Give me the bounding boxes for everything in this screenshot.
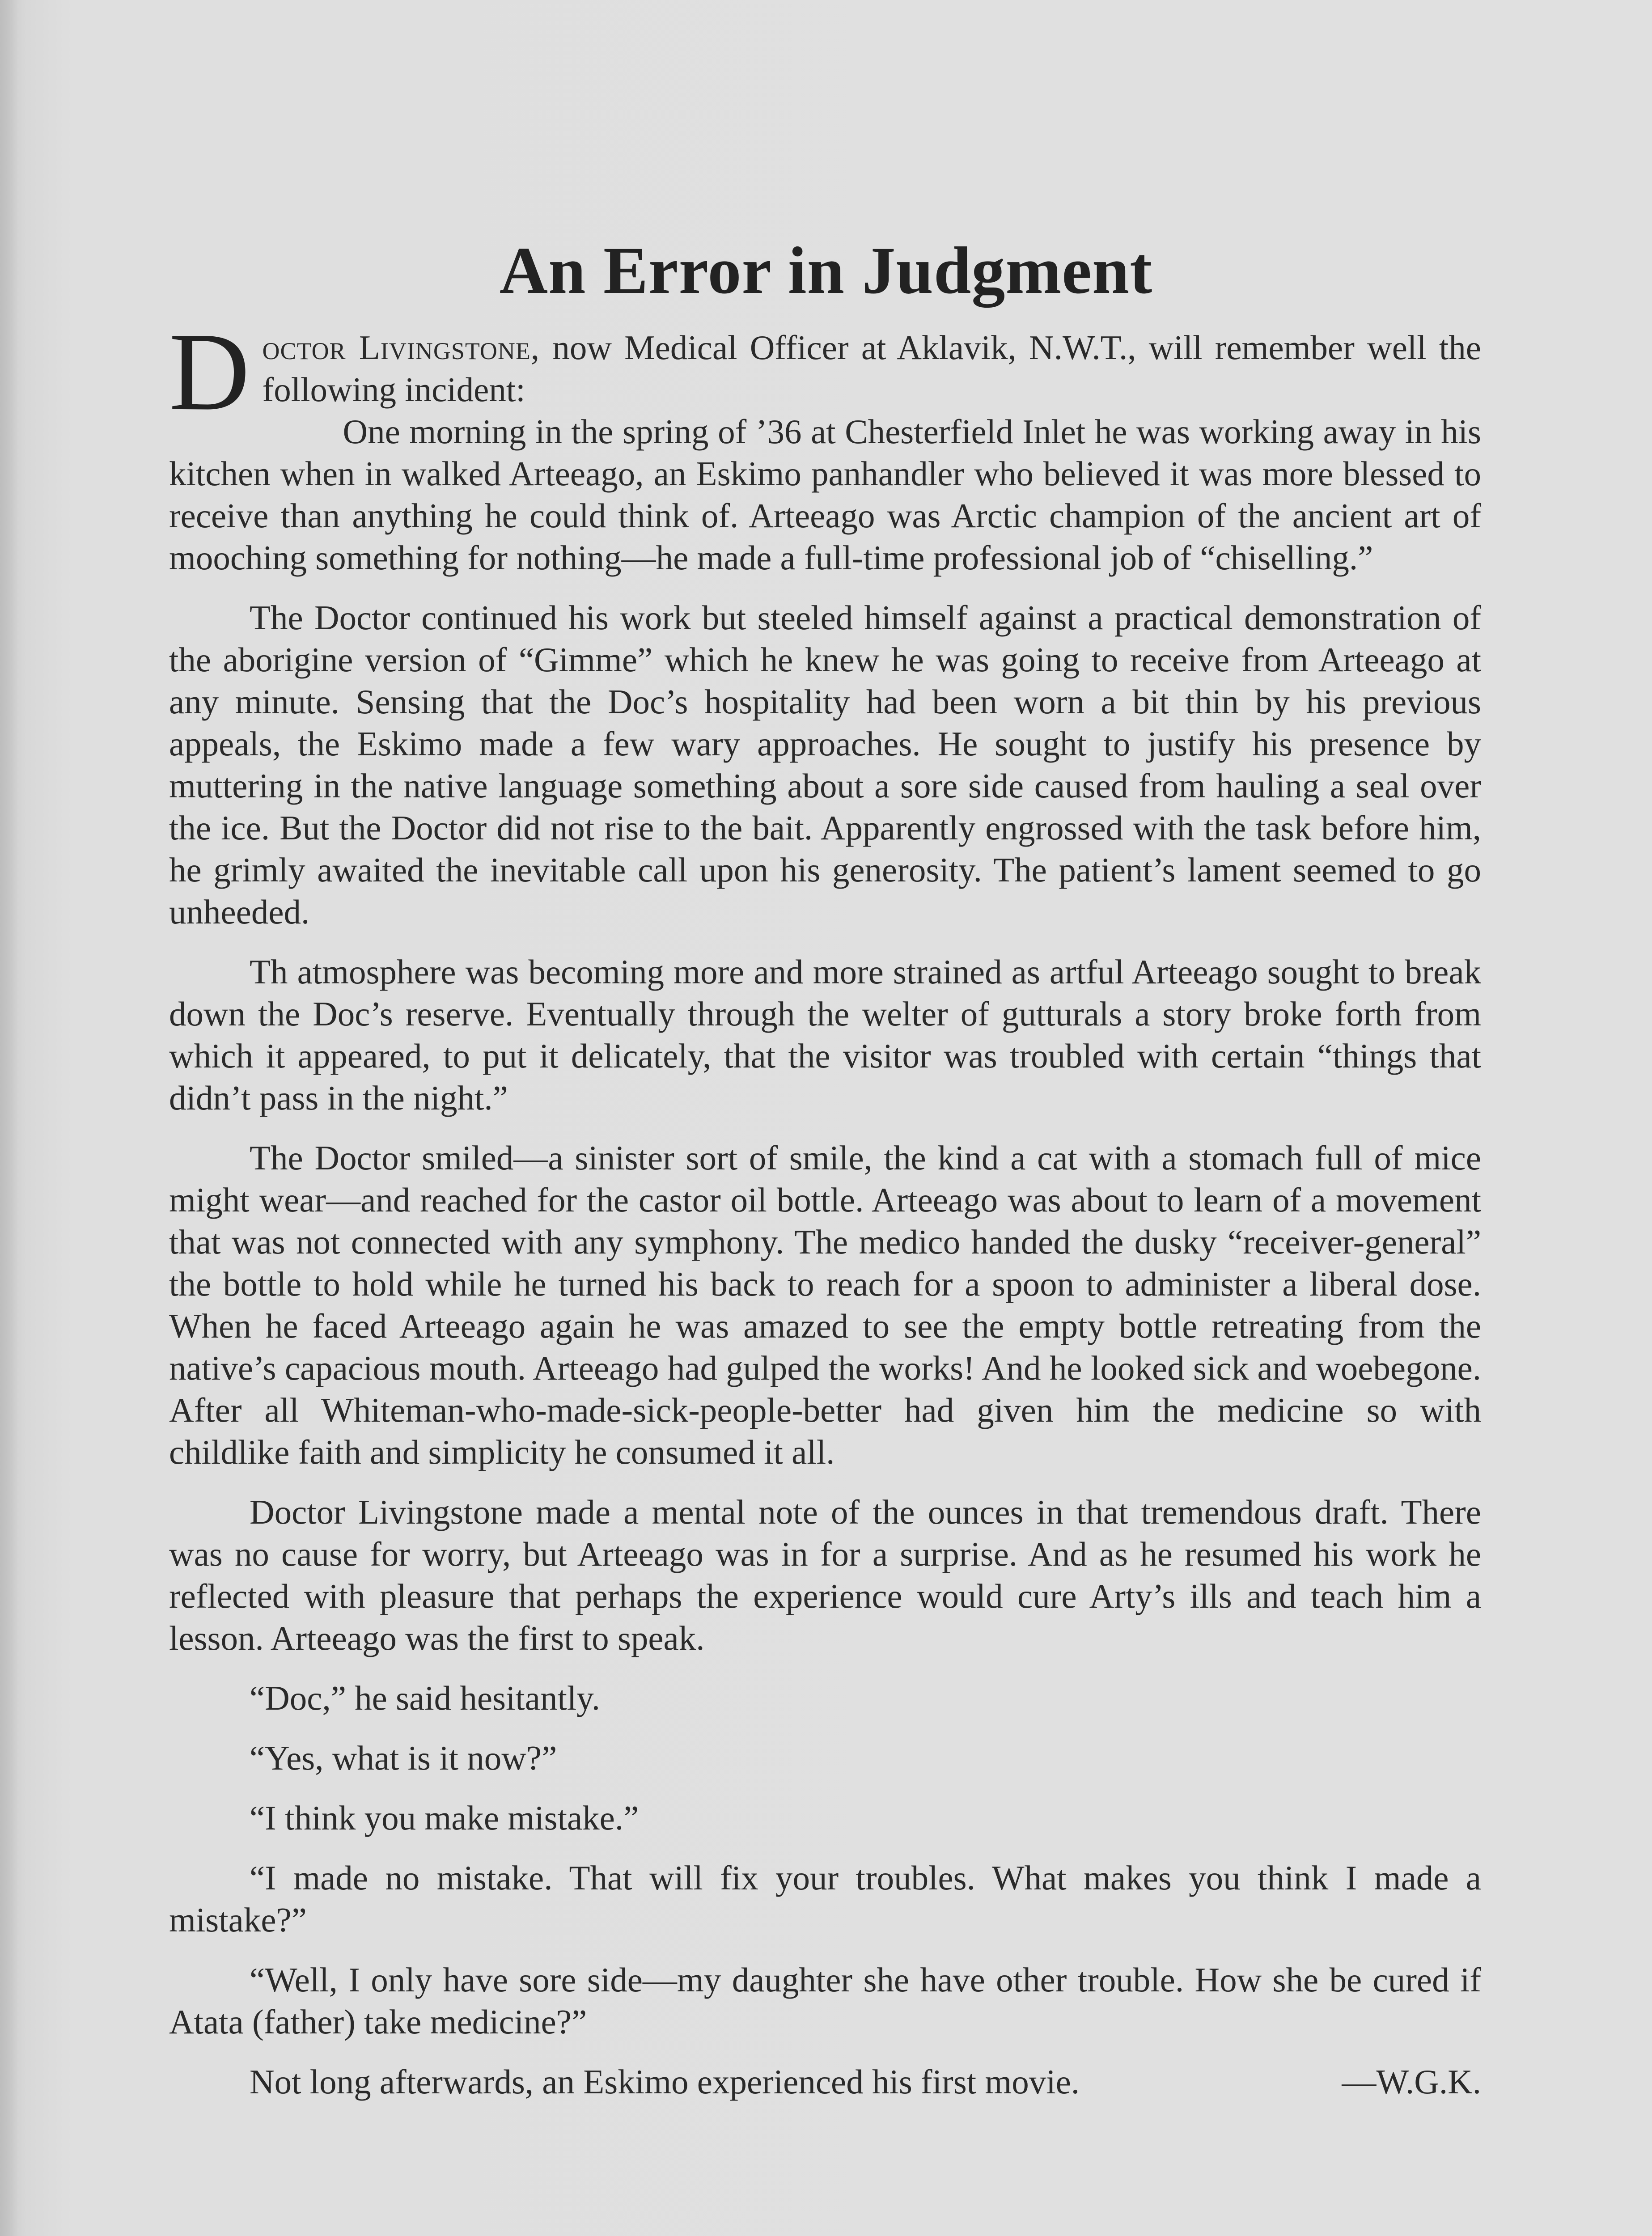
- dialogue-2: “Yes, what is it now?”: [250, 1739, 557, 1777]
- closing-text: Not long afterwards, an Eskimo experienced his first movie.: [250, 2062, 1080, 2101]
- paragraph-4: The Doctor smiled—a sinister sort of smile, the kind a cat with a stomach full of mice might wear—and reached for the castor oil bottle. Arteeago was about to learn of a movement that was not connected with any symphony. The medico handed the dusky “receiver-general” the bottle to hold while he turned his back to reach for a spoon to administer a liberal dose. When he faced Arteeago again he was amazed to see the empty bottle retreating from the native’s capacious mouth. Arteeago had gulped the works! And he looked sick and woebegone. After all Whiteman-who-made-sick-people-better had given him the medicine so with childlike faith and simplicity he consumed it all.: [169, 1139, 1481, 1471]
- dialogue-4: “I made no mistake. That will fix your troubles. What makes you think I made a mistake?”: [169, 1859, 1481, 1939]
- dialogue-1: “Doc,” he said hesitantly.: [250, 1679, 600, 1717]
- paragraph-5: Doctor Livingstone made a mental note of the ounces in that tremendous draft. There was no cause for worry, but Arteeago was in for a surprise. And as he resumed his work he reflected with pleasure that perhaps the experience would cure Arty’s ills and teach him a lesson. Arteeago was the first to speak.: [169, 1493, 1481, 1657]
- lead-paragraph: [169, 310, 1481, 434]
- dialogue-5: “Well, I only have sore side—my daughter she have other trouble. How she be cured if Atata (father) take medicine?”: [169, 1961, 1481, 2041]
- article-title: An Error in Judgment: [499, 233, 1153, 308]
- lead-text: now Medical Officer at Aklavik, N.W.T., will remember well the following incident:: [262, 328, 1481, 409]
- drop-cap: D: [169, 310, 250, 434]
- book-spine-shadow: [0, 0, 18, 2236]
- closing-line: [169, 2061, 1481, 2103]
- paragraph-3: Th atmosphere was becoming more and more strained as artful Arteeago sought to break down the Doc’s reserve. Eventually through the welter of gutturals a story broke forth from which it appeared, to put it delicately, that the visitor was troubled with certain “things that didn’t pass in the night.”: [169, 953, 1481, 1117]
- paragraph-2: The Doctor continued his work but steeled himself against a practical demonstration of the aborigine version of “Gimme” which he knew he was going to receive from Arteeago at any minute. Sensing that the Doc’s hospitality had been worn a bit thin by his previous appeals, the Eskimo made a few wary approaches. He sought to justify his presence by muttering in the native language something about a sore side caused from hauling a seal over the ice. But the Doctor did not rise to the bait. Apparently engrossed with the task before him, he grimly awaited the inevitable call upon his generosity. The patient’s lament seemed to go unheeded.: [169, 598, 1481, 931]
- dialogue-3: “I think you make mistake.”: [250, 1799, 639, 1837]
- author-signature: —W.G.K.: [1342, 2062, 1481, 2101]
- paragraph-1: One morning in the spring of ’36 at Chesterfield Inlet he was working away in his kitchen when in walked Arteeago, an Eskimo panhandler who believed it was more blessed to receive than anything he could think of. Arteeago was Arctic champion of the ancient art of mooching something for nothing—he made a full-time professional job of “chiselling.”: [169, 412, 1481, 577]
- article-body: [169, 310, 1481, 2103]
- lead-small-caps: octor Livingstone,: [262, 328, 540, 367]
